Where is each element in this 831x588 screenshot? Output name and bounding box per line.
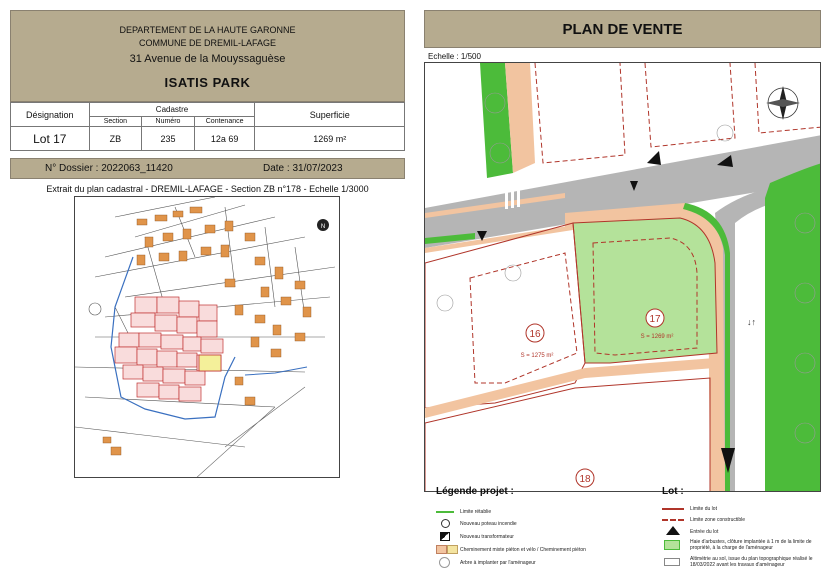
- legend-item-constructible: Limite zone constructible: [690, 517, 746, 523]
- address-text: 31 Avenue de la Mouyssaguèse: [129, 53, 286, 65]
- legend-projet-title: Légende projet :: [436, 486, 514, 497]
- lot-value: Lot 17: [11, 127, 90, 151]
- dossier-row: [10, 158, 405, 179]
- document-header: [10, 10, 405, 102]
- svg-text:N: N: [320, 224, 326, 230]
- legend-item-limit-restored: Limite rétablie: [460, 509, 492, 515]
- compass-rose-icon: [766, 86, 800, 120]
- legend: [424, 484, 821, 584]
- legend-item-paths: Cheminement mixte piéton et vélo / Cheminement piéton: [460, 547, 586, 553]
- cadastral-map-drawing: [75, 197, 340, 478]
- dossier-date: Date : 31/07/2023: [263, 163, 343, 174]
- mixed-path-swatch: [436, 545, 447, 554]
- cadastral-map: [74, 196, 340, 478]
- contenance-header: Contenance: [194, 117, 255, 127]
- sale-plan-map: [424, 62, 821, 492]
- limit-restored-swatch: [436, 511, 454, 513]
- legend-item-hedge: Haie d'arbustes, clôture implantée à 1 m de la limite de propriété, à la charge de l'aménageur: [690, 539, 812, 551]
- legend-item-transformer: Nouveau transformateur: [460, 534, 514, 540]
- superficie-header: Superficie: [255, 103, 405, 127]
- lot-17-area: S = 1269 m²: [640, 334, 674, 340]
- lot-entrance-legend-icon: [666, 526, 680, 535]
- dossier-number: N° Dossier : 2022063_11420: [45, 163, 173, 174]
- lot-16-label: 16: [529, 329, 541, 340]
- svg-text:↓↑: ↓↑: [747, 317, 756, 327]
- legend-item-hydrant: Nouveau poteau incendie: [460, 521, 517, 527]
- lot-18-label: 18: [579, 474, 591, 485]
- lot-16-area: S = 1275 m²: [520, 353, 554, 359]
- hedge-swatch: [664, 540, 680, 550]
- transformer-icon: [440, 532, 450, 541]
- lot-info-table: [10, 102, 405, 151]
- sale-plan-drawing: [425, 63, 821, 492]
- plan-title: PLAN DE VENTE: [424, 10, 821, 48]
- legend-item-altimetry: Altimétrie au sol, issue du plan topographique réalisé le 18/03/2022 avant les travaux d'aménageur: [690, 556, 813, 568]
- left-panel: [10, 10, 405, 480]
- pedestrian-path-swatch: [447, 545, 458, 554]
- fire-hydrant-icon: [441, 519, 450, 528]
- designation-header: Désignation: [11, 103, 90, 127]
- cadastre-header: Cadastre: [89, 103, 255, 117]
- legend-item-tree: Arbre à implanter par l'aménageur: [460, 560, 536, 566]
- contenance-value: 12a 69: [194, 127, 255, 151]
- section-header: Section: [89, 117, 142, 127]
- altimetry-swatch: [664, 558, 680, 566]
- extrait-caption: Extrait du plan cadastral - DREMIL-LAFAGE - Section ZB n°178 - Echelle 1/3000: [46, 184, 369, 194]
- departement-text: DEPARTEMENT DE LA HAUTE GARONNE: [119, 25, 296, 35]
- legend-item-entrance: Entrée du lot: [690, 529, 719, 535]
- legend-lot-title: Lot :: [662, 486, 684, 497]
- numero-header: Numéro: [142, 117, 195, 127]
- superficie-value: 1269 m²: [255, 127, 405, 151]
- numero-value: 235: [142, 127, 195, 151]
- project-title: ISATIS PARK: [164, 75, 251, 90]
- legend-item-lot-limit: Limite du lot: [690, 506, 717, 512]
- commune-text: COMMUNE DE DREMIL-LAFAGE: [138, 38, 277, 48]
- constructible-zone-swatch: [662, 519, 684, 521]
- section-value: ZB: [89, 127, 142, 151]
- lot-17-label: 17: [649, 314, 661, 325]
- lot-limit-swatch: [662, 508, 684, 510]
- plan-scale: Echelle : 1/500: [428, 52, 481, 61]
- tree-icon: [439, 557, 450, 568]
